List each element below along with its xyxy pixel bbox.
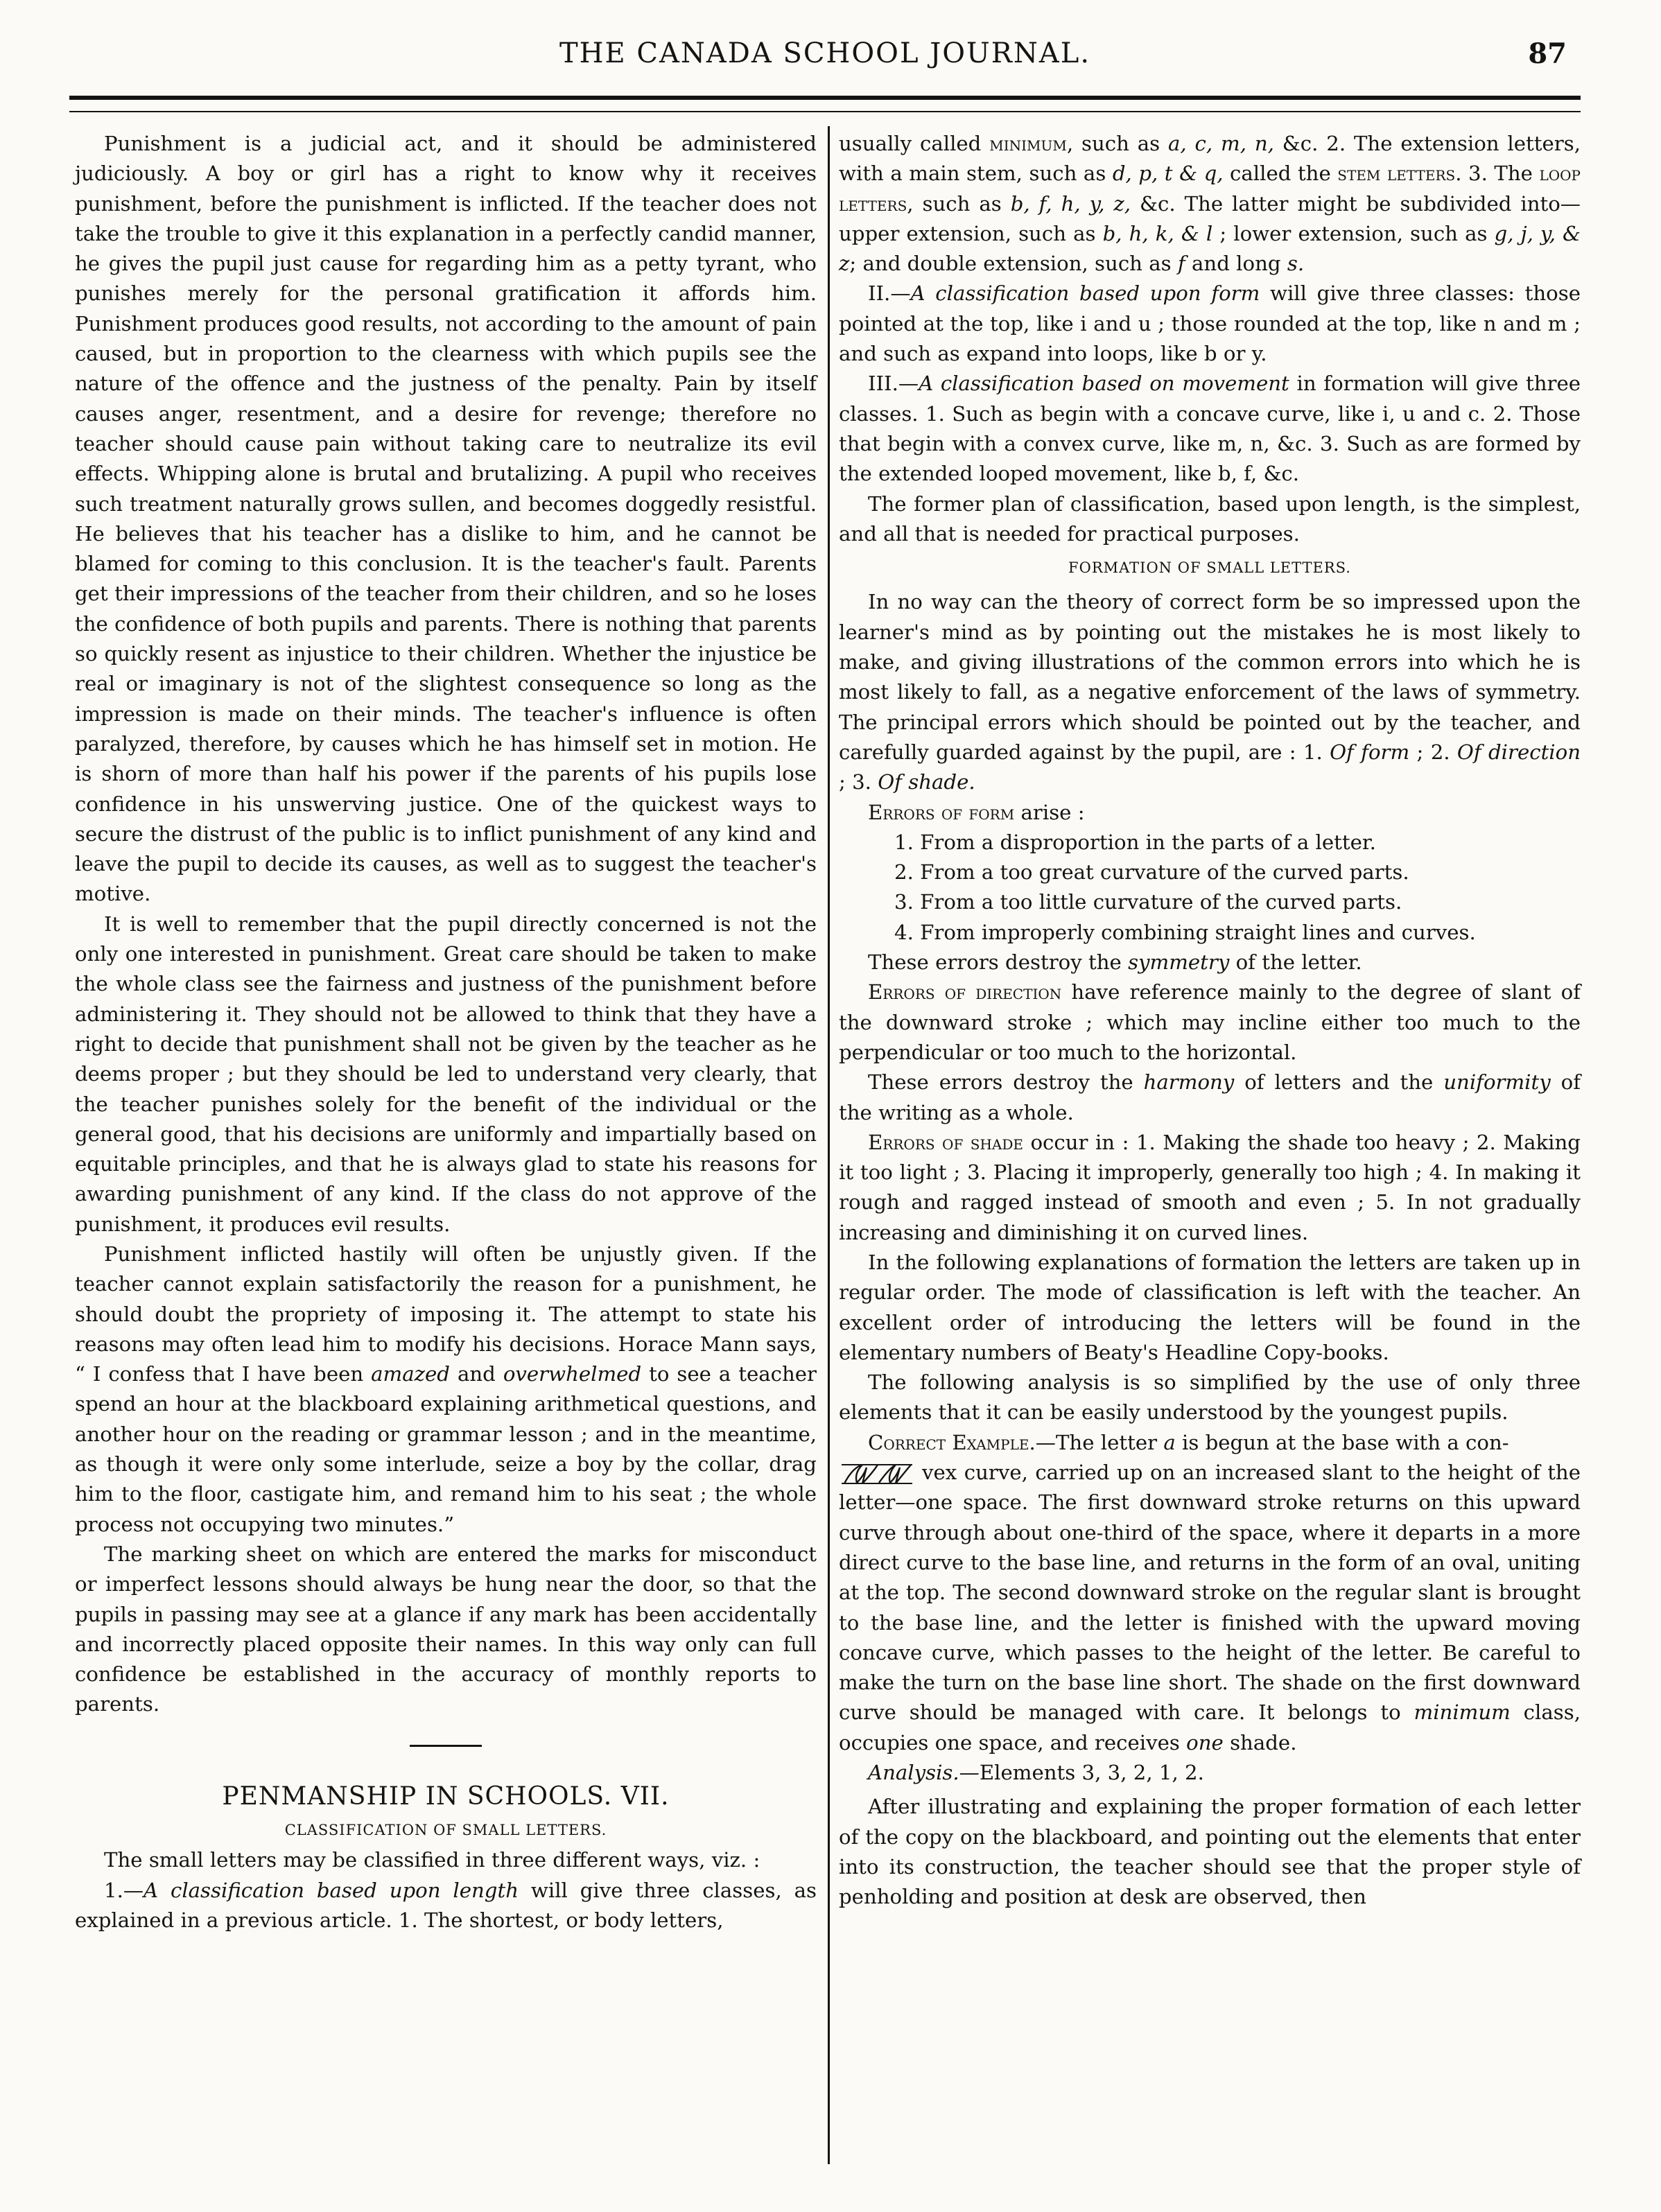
paragraph-hasty-punishment: Punishment inflicted hastily will often be unjustly given. If the teacher cannot explain satisfactorily the reason for a punishment, he should doubt the propriety of imposing it. The attempt to state his reasons may often lead him to modify his decisions. Horace Mann says, “ I confess that I have been amazed and overwhelmed to see a teacher spend an hour at the blackboard explaining arithmetical questions, and another hour on the reading or grammar lesson ; and in the meantime, as though it were only some interlude, seize a boy by the collar, drag him to the floor, castigate him, and remand him to his seat ; the whole process not occupying two minutes.”: [75, 1242, 817, 1536]
paragraph-explanations: In the following explanations of formation the letters are taken up in regular order. The mode of classification is left with the teacher. An excellent order of introducing the letters will be found in the elementary numbers of Beaty's Headline Copy-books.: [839, 1250, 1581, 1364]
paragraph-three-ways: The small letters may be classified in three different ways, viz. :: [104, 1848, 760, 1872]
paragraph-errors-direction: Errors of direction have reference mainly to the degree of slant of the downward stroke ; which may incline either too much to the perpendicular or too much to the horizontal.: [839, 980, 1581, 1064]
subheading-formation: FORMATION OF SMALL LETTERS.: [1068, 559, 1351, 577]
paragraph-harmony: These errors destroy the harmony of letters and the uniformity of the writing as a whole.: [839, 1070, 1581, 1124]
subheading-classification: CLASSIFICATION OF SMALL LETTERS.: [284, 1822, 607, 1839]
section-divider: [410, 1745, 482, 1747]
header-rule-thin: [69, 111, 1581, 112]
paragraph-pupil-concerned: It is well to remember that the pupil directly concerned is not the only one interested in punishment. Great care should be taken to make the whole class see the fairness and justness of the punishment before administering it. They should not be allowed to think that they have a right to decide that punishment shall not be given by the teacher as he deems proper ; but they should be led to understand very clearly, that the teacher punishes solely for the benefit of the individual or the general good, that his decisions are uniformly and impartially based on equitable principles, and that he is always glad to state his reasons for awarding punishment of any kind. If the class do not approve of the punishment, it produces evil results.: [75, 912, 817, 1236]
letter-a-sample-figure: [839, 1462, 915, 1486]
paragraph-analysis: Analysis.—Elements 3, 3, 2, 1, 2.: [868, 1761, 1204, 1785]
list-item: 4. From improperly combining straight lines and curves.: [894, 920, 1476, 944]
paragraph-former-plan: The former plan of classification, based upon length, is the simplest, and all that is needed for practical purposes.: [839, 491, 1581, 546]
list-item: 3. From a too little curvature of the curved parts.: [894, 890, 1402, 914]
paragraph-classification-movement: III.—A classification based on movement in formation will give three classes. 1. Such as begin with a concave curve, like i, u and c. 2. Those that begin with a convex curve, like m, n, &c. 3. Such as are formed by the extended looped movement, like b, f, &c.: [839, 372, 1581, 486]
column-divider: [828, 126, 830, 2164]
paragraph-classification-length: 1.—A classification based upon length will give three classes, as explained in a previous article. 1. The shortest, or body letters,: [75, 1878, 817, 1932]
left-column: [75, 129, 817, 1935]
page-number: 87: [1528, 37, 1567, 70]
list-item: 1. From a disproportion in the parts of a letter.: [894, 830, 1376, 854]
header-rule-thick: [69, 96, 1581, 100]
section-title: PENMANSHIP IN SCHOOLS. VII.: [222, 1782, 670, 1811]
paragraph-errors-shade: Errors of shade occur in : 1. Making the shade too heavy ; 2. Making it too light ; 3. Placing it improperly, generally too high ; 4. In making it rough and ragged instead of smooth and even ; 5. In not gradually increasing and diminishing it on curved lines.: [839, 1130, 1581, 1244]
paragraph-correct-example: Correct Example.—The letter a is begun at the base with a con- vex curve, carried up on an increased slant to the height of the letter—one space. The first downward stroke returns on this upward curve through about one-third of the space, where it departs in a more direct curve to the base line, and returns in the form of an oval, uniting at the top. The second downward stroke on the regular slant is brought to the base line, and the letter is finished with the upward moving concave curve, which passes to the height of the letter. Be careful to make the turn on the base line short. The shade on the first downward curve should be managed with care. It belongs to minimum class, occupies one space, and receives one shade.: [839, 1430, 1581, 1754]
paragraph-symmetry: These errors destroy the symmetry of the letter.: [868, 950, 1362, 975]
paragraph-after-illustrating: After illustrating and explaining the proper formation of each letter of the copy on the blackboard, and pointing out the elements that enter into its construction, the teacher should see that the proper style of penholding and position at desk are observed, then: [839, 1795, 1581, 1909]
paragraph-letter-classes: usually called minimum, such as a, c, m, n, &c. 2. The extension letters, with a main stem, such as d, p, t & q, called the stem letters. 3. The loop letters, such as b, f, h, y, z, &c. The latter might be subdivided into—upper extension, such as b, h, k, & l ; lower extension, such as g, j, y, & z; and double extension, such as f and long s.: [839, 132, 1581, 276]
paragraph-analysis-simplified: The following analysis is so simplified by the use of only three elements that it can be easily understood by the youngest pupils.: [839, 1370, 1581, 1425]
paragraph-correct-form: In no way can the theory of correct form be so impressed upon the learner's mind as by pointing out the mistakes he is most likely to make, and giving illustrations of the common errors into which he is most likely to fall, as a negative enforcement of the laws of symmetry. The principal errors which should be pointed out by the teacher, and carefully guarded against by the pupil, are : 1. Of form ; 2. Of direction ; 3. Of shade.: [839, 590, 1581, 794]
right-column: [839, 129, 1581, 1913]
paragraph-classification-form: II.—A classification based upon form will give three classes: those pointed at the top, like i and u ; those rounded at the top, like n and m ; and such as expand into loops, like b or y.: [839, 281, 1581, 366]
list-item: 2. From a too great curvature of the curved parts.: [894, 860, 1409, 885]
journal-title: THE CANADA SCHOOL JOURNAL.: [559, 37, 1091, 69]
paragraph-marking-sheet: The marking sheet on which are entered the marks for misconduct or imperfect lessons should always be hung near the door, so that the pupils in passing may see at a glance if any mark has been accidentally and incorrectly placed opposite their names. In this way only can full confidence be established in the accuracy of monthly reports to parents.: [75, 1542, 817, 1716]
page-header: [69, 37, 1581, 79]
errors-of-form-heading: Errors of form arise :: [868, 800, 1085, 824]
paragraph-punishment-judicial: Punishment is a judicial act, and it should be administered judiciously. A boy or girl has a right to know why it receives punishment, before the punishment is inflicted. If the teacher does not take the trouble to give it this explanation in a perfectly candid manner, he gives the pupil just cause for regarding him as a petty tyrant, who punishes merely for the personal gratification it affords him. Punishment produces good results, not according to the amount of pain caused, but in proportion to the clearness with which pupils see the nature of the offence and the justness of the penalty. Pain by itself causes anger, resentment, and a desire for revenge; therefore no teacher should cause pain without taking care to neutralize its evil effects. Whipping alone is brutal and brutalizing. A pupil who receives such treatment naturally grows sullen, and becomes doggedly resistful. He believes that his teacher has a dislike to him, and he cannot be blamed for coming to this conclusion. It is the teacher's fault. Parents get their impressions of the teacher from their children, and so he loses the confidence of both pupils and parents. There is nothing that parents so quickly resent as injustice to their children. Whether the injustice be real or imaginary is not of the slightest consequence so long as the impression is made on their minds. The teacher's influence is often paralyzed, therefore, by causes which he has himself set in motion. He is shorn of more than half his power if the parents of his pupils lose confidence in his unswerving justice. One of the quickest ways to secure the distrust of the public is to inflict punishment of any kind and leave the pupil to decide its causes, as well as to suggest the teacher's motive.: [75, 132, 817, 906]
